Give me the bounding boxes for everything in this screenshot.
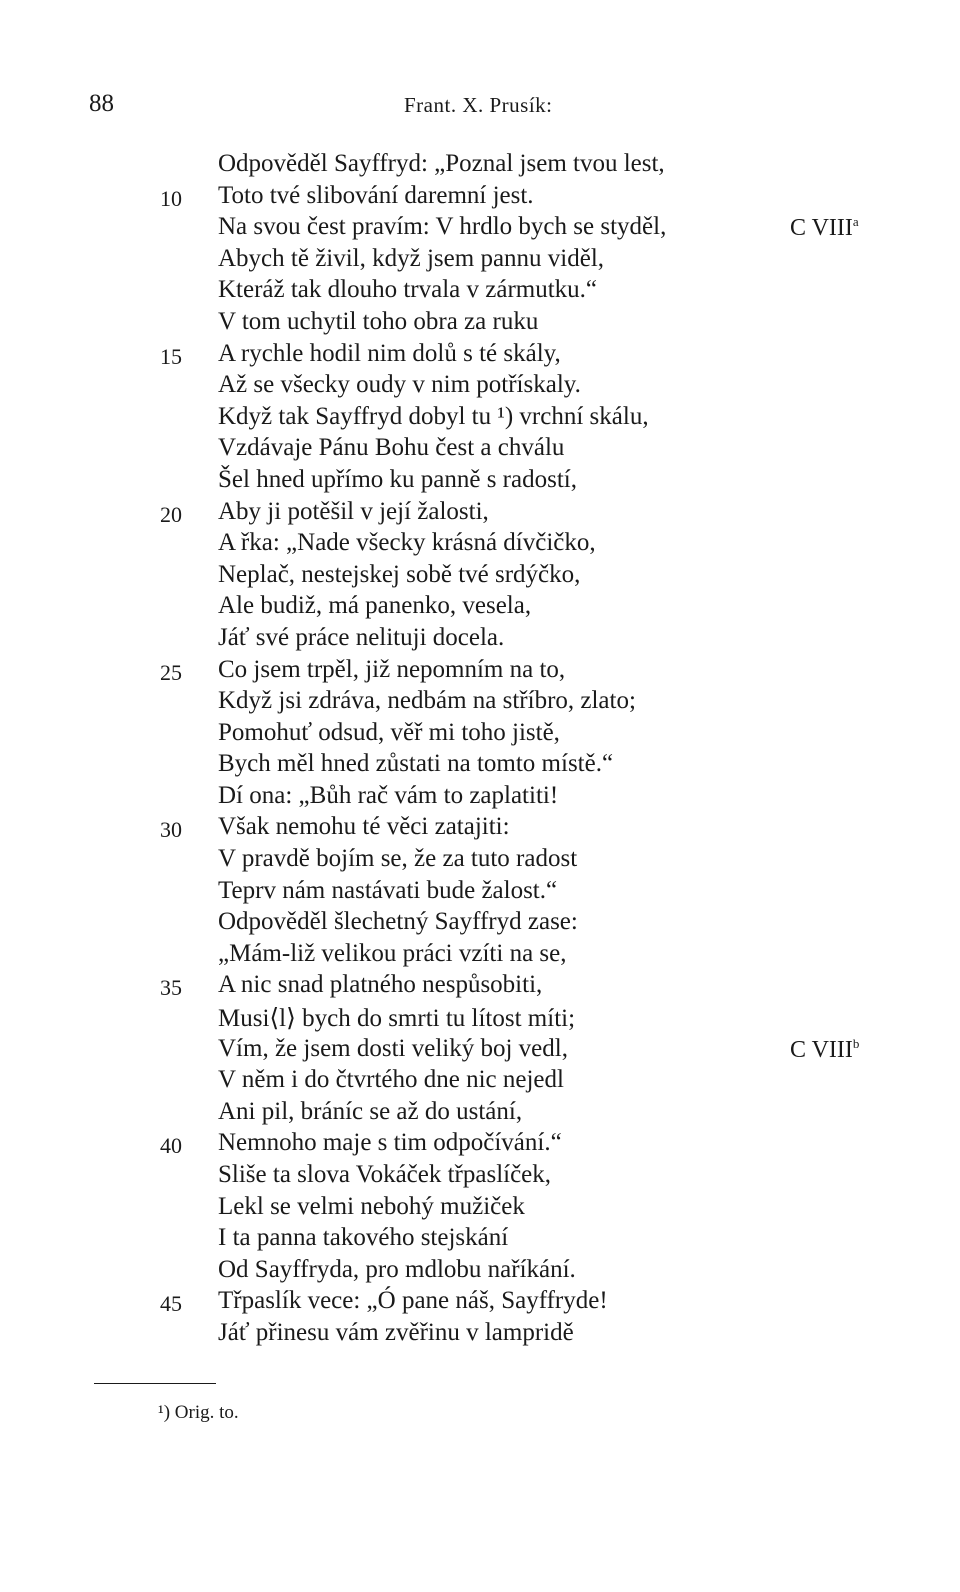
verse-text: Bych měl hned zůstati na tomto místě.“ xyxy=(218,750,614,778)
poem-line xyxy=(0,466,960,498)
verse-text: Vzdávaje Pánu Bohu čest a chválu xyxy=(218,434,565,462)
verse-text: Lekl se velmi nebohý mužiček xyxy=(218,1192,525,1220)
verse-text: A nic snad platného nespůsobiti, xyxy=(218,971,543,999)
line-number: 20 xyxy=(160,501,182,527)
running-title: Frant. X. Prusík: xyxy=(404,93,553,117)
poem-line xyxy=(0,213,960,245)
poem-line xyxy=(0,340,960,372)
poem-line xyxy=(0,624,960,656)
line-number: 35 xyxy=(160,975,182,1001)
verse-text: „Mám-liž velikou práci vzíti na se, xyxy=(218,939,567,967)
poem-line xyxy=(0,1224,960,1256)
line-number: 45 xyxy=(160,1291,182,1317)
poem-line xyxy=(0,403,960,435)
poem-line xyxy=(0,498,960,530)
verse-text: Však nemohu té věci zatajiti: xyxy=(218,813,510,841)
poem-line xyxy=(0,1256,960,1288)
poem-line xyxy=(0,1287,960,1319)
footnote-rule xyxy=(94,1383,216,1384)
verse-text: Jáť přinesu vám zvěřinu v lampridě xyxy=(218,1318,574,1346)
poem-line xyxy=(0,434,960,466)
poem-line xyxy=(0,908,960,940)
verse-text: Kteráž tak dlouho trvala v zármutku.“ xyxy=(218,276,598,304)
verse-text: Šel hned upřímo ku panně s radostí, xyxy=(218,465,577,493)
poem-line xyxy=(0,308,960,340)
poem-line xyxy=(0,813,960,845)
poem-line xyxy=(0,1066,960,1098)
line-number: 25 xyxy=(160,659,182,685)
poem-line xyxy=(0,750,960,782)
verse-text: A řka: „Nade všecky krásná dívčičko, xyxy=(218,529,596,557)
line-number: 10 xyxy=(160,185,182,211)
poem-line xyxy=(0,245,960,277)
verse-text: Na svou čest pravím: V hrdlo bych se styděl, xyxy=(218,213,667,241)
verse-text: Neplač, nestejskej sobě tvé srdýčko, xyxy=(218,560,581,588)
verse-text: V tom uchytil toho obra za ruku xyxy=(218,307,539,335)
verse-text: Když jsi zdráva, nedbám na stříbro, zlato; xyxy=(218,687,636,715)
verse-text: Aby ji potěšil v její žalosti, xyxy=(218,497,489,525)
verse-text: Ale budiž, má panenko, vesela, xyxy=(218,592,532,620)
poem-line xyxy=(0,1035,960,1067)
poem-line xyxy=(0,276,960,308)
verse-text: Sliše ta slova Vokáček třpaslíček, xyxy=(218,1161,552,1188)
verse-text: Až se všecky oudy v nim potřískaly. xyxy=(218,371,581,399)
verse-text: Abych tě živil, když jsem pannu viděl, xyxy=(218,244,605,272)
line-number: 40 xyxy=(160,1133,182,1159)
poem-line xyxy=(0,1193,960,1225)
poem-line xyxy=(0,529,960,561)
folio-side: a xyxy=(852,214,859,230)
poem-line xyxy=(0,182,960,214)
marginal-folio-reference xyxy=(790,1036,859,1064)
verse-text: Od Sayffryda, pro mdlobu naříkání. xyxy=(218,1255,576,1283)
folio-side: b xyxy=(852,1035,860,1051)
verse-text: Pomohuť odsud, věř mi toho jistě, xyxy=(218,718,560,746)
running-head xyxy=(0,90,960,130)
poem-line xyxy=(0,782,960,814)
poem-line xyxy=(0,371,960,403)
poem-line xyxy=(0,1003,960,1035)
poem-line xyxy=(0,940,960,972)
verse-text: A rychle hodil nim dolů s té skály, xyxy=(218,339,561,367)
verse-text: Když tak Sayffryd dobyl tu ¹) vrchní skálu, xyxy=(218,402,649,430)
poem-line xyxy=(0,845,960,877)
verse-text: I ta panna takového stejskání xyxy=(218,1224,509,1252)
verse-text: Třpaslík vece: „Ó pane náš, Sayffryde! xyxy=(218,1287,608,1315)
verse-text: Teprv nám nastávati bude žalost.“ xyxy=(218,876,558,904)
verse-text: Dí ona: „Bůh rač vám to zaplatiti! xyxy=(218,781,559,809)
poem-body xyxy=(0,150,960,1351)
verse-text: Odpověděl šlechetný Sayffryd zase: xyxy=(218,908,578,936)
poem-line xyxy=(0,150,960,182)
poem-line xyxy=(0,592,960,624)
page-number: 88 xyxy=(89,90,114,117)
verse-text: Ani pil, bráníc se až do ustání, xyxy=(218,1097,523,1125)
poem-line xyxy=(0,687,960,719)
verse-text: Musi⟨l⟩ bych do smrti tu lítost míti; xyxy=(218,1005,576,1033)
verse-text: V pravdě bojím se, že za tuto radost xyxy=(218,845,578,873)
poem-line xyxy=(0,561,960,593)
poem-line xyxy=(0,656,960,688)
poem-line xyxy=(0,1098,960,1130)
line-number: 15 xyxy=(160,343,182,369)
verse-text: V něm i do čtvrtého dne nic nejedl xyxy=(218,1066,564,1094)
poem-line xyxy=(0,971,960,1003)
poem-line xyxy=(0,1161,960,1193)
marginal-folio-reference xyxy=(790,214,859,242)
verse-text: Co jsem trpěl, již nepomním na to, xyxy=(218,655,566,683)
line-number: 30 xyxy=(160,817,182,843)
poem-line xyxy=(0,877,960,909)
verse-text: Vím, že jsem dosti veliký boj vedl, xyxy=(218,1034,568,1062)
verse-text: Nemnoho maje s tim odpočívání.“ xyxy=(218,1129,562,1157)
verse-text: Odpověděl Sayffryd: „Poznal jsem tvou lest, xyxy=(218,150,665,177)
verse-text: Toto tvé slibování daremní jest. xyxy=(218,181,534,209)
folio-label: C VIII xyxy=(790,1036,853,1063)
folio-label: C VIII xyxy=(790,215,853,242)
poem-line xyxy=(0,719,960,751)
poem-line xyxy=(0,1319,960,1351)
footnote: ¹) Orig. to. xyxy=(158,1402,239,1423)
verse-text: Jáť své práce nelituji docela. xyxy=(218,623,505,651)
poem-line xyxy=(0,1129,960,1161)
